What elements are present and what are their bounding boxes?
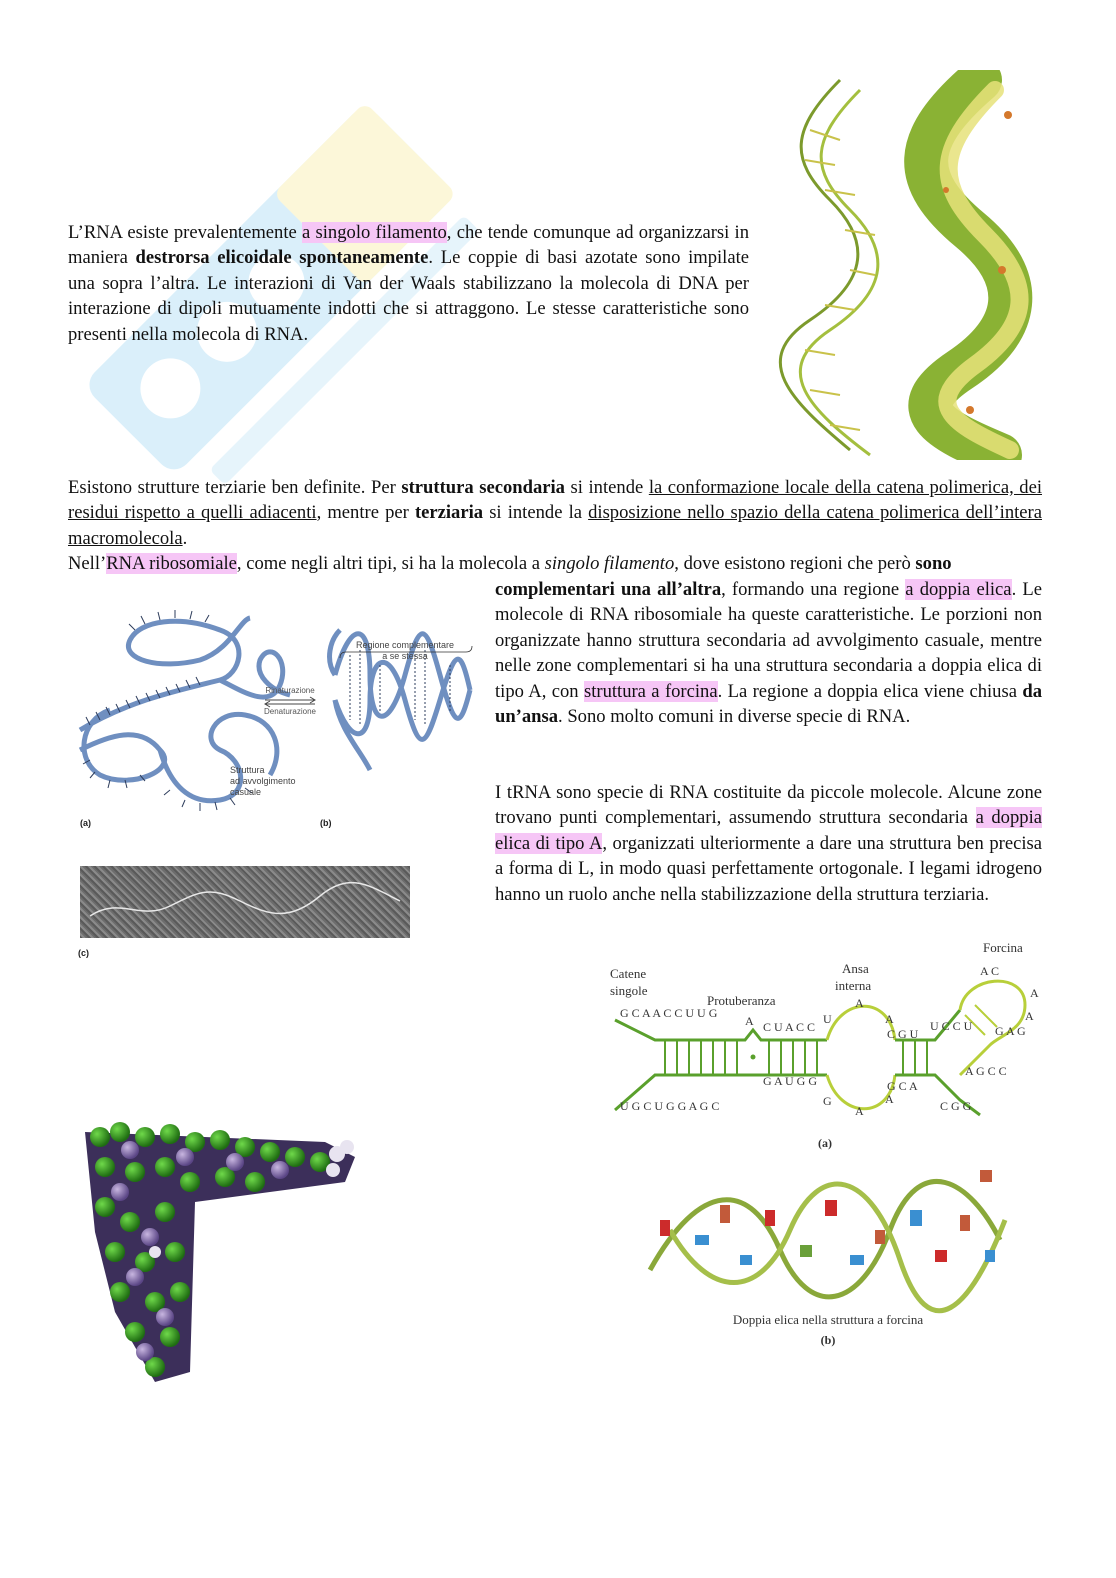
svg-text:interna: interna: [835, 978, 872, 993]
svg-text:A: A: [885, 1012, 894, 1026]
svg-text:A: A: [885, 1092, 894, 1106]
paragraph-trna: I tRNA sono specie di RNA costituite da piccole molecole. Alcune zone trovano punti complementari, assumendo struttura secondaria a doppia elica di tipo A, organizzati ulteriormente a dare una struttura ben precisa a forma di L, in modo quasi perfettamente ortogonale. I legami idrogeno hanno un ruolo anche nella stabilizzazione della struttura terziaria.: [495, 782, 1043, 905]
svg-text:U: U: [823, 1012, 832, 1026]
svg-text:Catene: Catene: [610, 966, 647, 981]
denaturation-arrows: [265, 697, 315, 707]
svg-text:G A G: G A G: [995, 1024, 1026, 1038]
spacefill-helix: [926, 80, 1019, 455]
svg-text:A: A: [855, 996, 864, 1010]
svg-text:Regione complementare: Regione complementare: [355, 640, 455, 650]
svg-text:G C A: G C A: [887, 1079, 918, 1093]
svg-text:U G C U G G A G C: U G C U G G A G C: [620, 1099, 720, 1113]
svg-text:Rinaturazione: Rinaturazione: [265, 686, 315, 695]
svg-text:(b): (b): [820, 1333, 836, 1347]
svg-text:G A U G G: G A U G G: [763, 1074, 818, 1088]
svg-text:A: A: [745, 1014, 754, 1028]
paragraph-ribosomal-rna: complementari una all’altra, formando una regione a doppia elica. Le molecole di RNA ribosomiale ha queste caratteristiche. Le porzioni non organizzate hanno struttura secondaria ad avvolgimento casuale, mentre nelle zone complementari si ha una struttura secondaria a doppia elica di tipo A, con struttura a forcina. La regione a doppia elica viene chiusa da un’ansa. Sono molto comuni in diverse specie di RNA.: [495, 579, 1042, 728]
svg-text:Protuberanza: Protuberanza: [707, 993, 776, 1008]
svg-text:Doppia elica nella struttura a: Doppia elica nella struttura a forcina: [732, 1312, 924, 1327]
svg-text:Denaturazione: Denaturazione: [263, 707, 317, 716]
svg-text:C G U: C G U: [887, 1027, 919, 1041]
hairpin-diagram: [605, 935, 1045, 1155]
svg-text:U C C U: U C C U: [930, 1019, 973, 1033]
svg-text:A: A: [1025, 1009, 1034, 1023]
svg-text:A: A: [1030, 986, 1039, 1000]
svg-text:A C: A C: [980, 964, 1000, 978]
svg-text:A G C C: A G C C: [965, 1064, 1007, 1078]
svg-text:G C A A C C U U G: G C A A C C U U G: [620, 1006, 718, 1020]
svg-text:(a): (a): [80, 818, 91, 828]
svg-text:Ansa: Ansa: [842, 961, 869, 976]
svg-text:(b): (b): [320, 818, 332, 828]
svg-text:singole: singole: [610, 983, 648, 998]
svg-text:Forcina: Forcina: [983, 940, 1023, 955]
electron-micrograph: [80, 866, 410, 938]
trna-spacefill-figure: [75, 1112, 365, 1387]
svg-text:(c): (c): [78, 948, 89, 958]
panel-c-label: [78, 944, 108, 960]
svg-text:G: G: [823, 1094, 832, 1108]
svg-text:Struttura: Struttura: [230, 765, 265, 775]
svg-text:C G G: C G G: [940, 1099, 972, 1113]
svg-text:(a): (a): [818, 1136, 832, 1150]
helix-models-figure: [770, 70, 1045, 460]
hairpin-ribbon-figure: [640, 1160, 1015, 1350]
stick-helix: [780, 80, 878, 455]
rrna-structure-figure: [70, 600, 485, 835]
svg-text:casuale: casuale: [230, 787, 262, 797]
svg-text:a se stessa: a se stessa: [382, 651, 428, 661]
paragraph-rna-single-strand: L’RNA esiste prevalentemente a singolo filamento, che tende comunque ad organizzarsi in maniera destrorsa elicoidale spontaneamente. Le coppie di basi azotate sono impilate una sopra l’altra. Le interazioni di Van der Waals stabilizzano la molecola di DNA per interazione di dipoli mutuamente indotti che si attraggono. Le stesse caratteristiche sono presenti nella molecola di RNA.: [68, 222, 750, 345]
svg-text:A: A: [855, 1104, 864, 1118]
paragraph-secondary-tertiary: Esistono strutture terziarie ben definite. Per struttura secondaria si intende la conformazione locale della catena polimerica, dei residui rispetto a quelli adiacenti, mentre per terziaria si intende la disposizione nello spazio della catena polimerica dell’intera macromolecola. Nell’RNA ribosomiale, come negli altri tipi, si ha la molecola a singolo filamento, dove esistono regioni che però sono: [68, 477, 1042, 575]
svg-text:C U A C C: C U A C C: [763, 1020, 816, 1034]
svg-text:ad avvolgimento: ad avvolgimento: [230, 776, 296, 786]
